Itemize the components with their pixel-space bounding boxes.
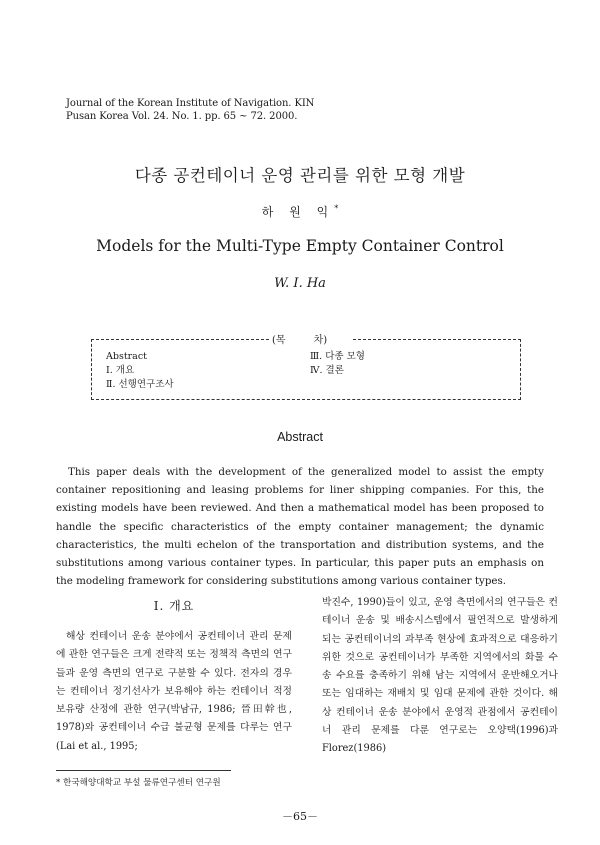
toc-item: Ⅰ. 개요 <box>106 365 135 376</box>
toc-heading-right: 차) <box>313 335 328 346</box>
toc-item: Ⅲ. 다종 모형 <box>310 351 365 362</box>
korean-author <box>0 203 600 220</box>
toc-left-column <box>106 350 174 392</box>
korean-author-name: 하 원 익 <box>261 205 335 219</box>
toc-item: Ⅱ. 선행연구조사 <box>106 379 174 390</box>
body-text-right-column: 박진수, 1990)들이 있고, 운영 측면에서의 연구들은 컨테이너 운송 및 배송시스템에서 필연적으로 발생하게 되는 공컨테이너의 과부족 현상에 효과적으로 대응하기 위한 것으로 공컨테이너가 부족한 지역에서의 화물 수송 수요를 충족하기 위해 남는 지역에서 운반해오거나 또는 임대하는 재배치 및 임대 문제에 관한 것이다. 해상 컨테이너 운송 분야에서 운영적 관점에서 공컨테이너 관리 문제를 다룬 연구로는 오양택(1996)과 Florez(1986) <box>322 597 558 755</box>
toc-heading <box>272 331 327 346</box>
footnote-divider <box>56 770 231 771</box>
body-text-left-column: 해상 컨테이너 운송 분야에서 공컨테이너 관리 문제에 관한 연구들은 크게 전략적 또는 정책적 측면의 연구들과 운영 측면의 연구로 구분할 수 있다. 전자의 경우는 컨테이너 정기선사가 보유해야 하는 컨테이너 적정 보유량 산정에 관한 연구(박남규, 1986; 晉田幹也, 1978)와 공컨테이너 수급 불균형 문제를 다루는 연구(Lai et al., 1995; <box>56 631 292 752</box>
english-author: W. I. Ha <box>274 276 326 291</box>
abstract-body: This paper deals with the development of the generalized model to assist the empty container repositioning and leasing problems for liner shipping companies. For this, the existing models have been reviewed. And then a mathematical model has been proposed to handle the specific characteristics of the empty container management; the dynamic characteristics, the multi echelon of the transportation and distribution systems, and the substitutions among various container types. In particular, this paper puts an emphasis on the modeling framework for considering substitutions among various container types. <box>56 466 544 588</box>
journal-header <box>66 97 314 123</box>
journal-line-1: Journal of the Korean Institute of Navigation. KIN <box>66 98 315 109</box>
english-title: Models for the Multi-Type Empty Container Control <box>96 237 504 255</box>
abstract-heading: Abstract <box>277 430 323 444</box>
author-footnote-mark: * <box>334 204 339 213</box>
toc-item: Abstract <box>106 351 147 362</box>
journal-line-2: Pusan Korea Vol. 24. No. 1. pp. 65 ~ 72. 2000. <box>66 111 298 122</box>
toc-heading-left: (목 <box>272 335 286 346</box>
page-number: －65－ <box>282 810 318 823</box>
footnote: * 한국해양대학교 부설 물류연구센터 연구원 <box>56 778 221 788</box>
section-heading: Ⅰ. 개요 <box>153 599 195 613</box>
toc-item: Ⅳ. 결론 <box>310 365 344 376</box>
toc-right-column <box>310 350 365 378</box>
toc-border-right <box>353 339 521 340</box>
toc-border-left <box>91 339 269 340</box>
korean-title: 다종 공컨테이너 운영 관리를 위한 모형 개발 <box>134 166 466 185</box>
